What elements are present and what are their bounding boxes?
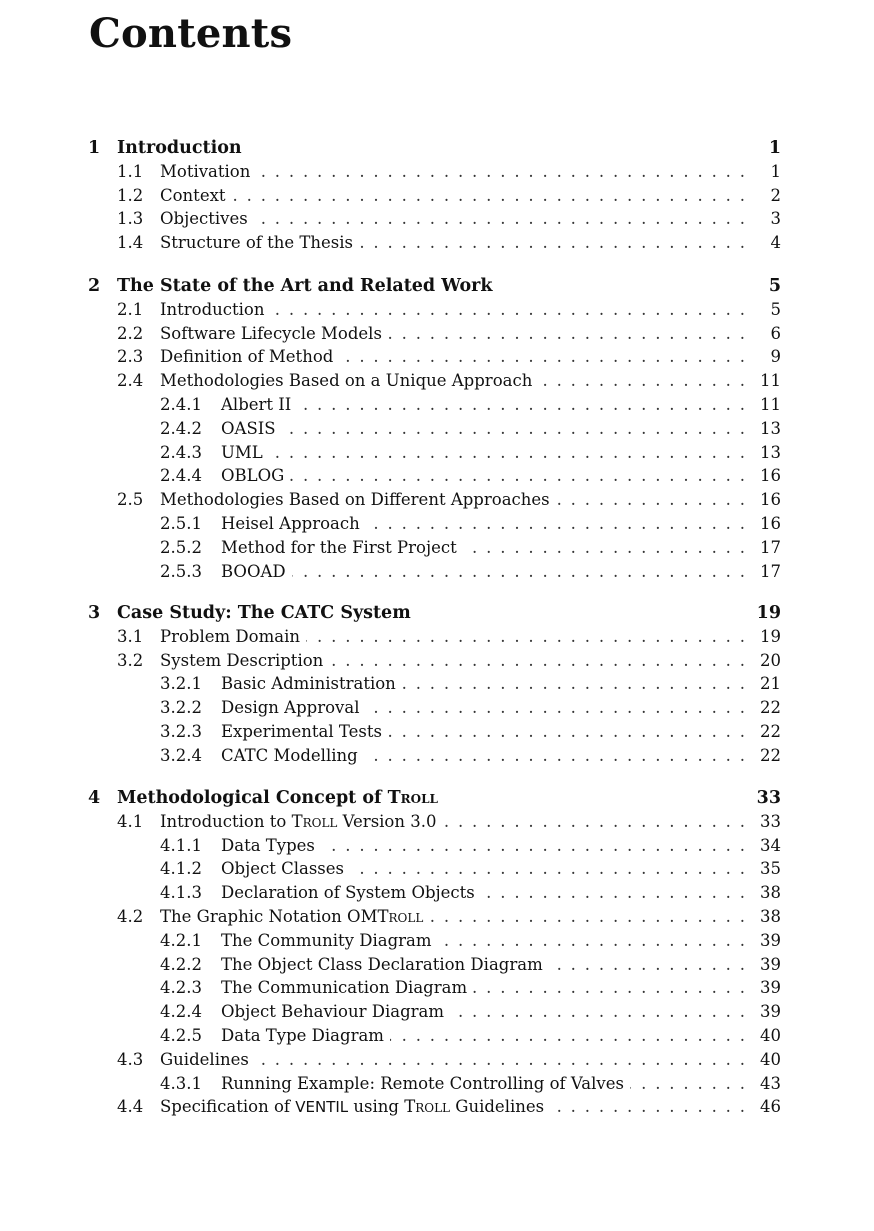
toc-entry-page: 11 [760,371,781,391]
toc-title-part: using [348,1097,405,1117]
toc-subsection-entry[interactable] [88,1000,781,1024]
toc-subsection-entry[interactable] [88,857,781,881]
toc-section-entry[interactable] [88,1095,781,1119]
toc-entry-title: The Communication Diagram [221,978,468,998]
toc-entry-page: 4 [770,233,781,253]
toc-entry-title: Methodologies Based on Different Approaches [160,490,550,510]
toc-entry-number: 4.1.2 [160,859,202,879]
toc-section-entry[interactable] [88,1048,781,1072]
toc-entry-number: 3.2.3 [160,722,202,741]
toc-entry-title: Context [160,185,226,205]
toc-subsection-entry[interactable] [88,464,781,488]
toc-entry-title: The State of the Art and Related Work [117,276,493,296]
toc-entry-page: 38 [760,907,781,926]
toc-subsection-entry[interactable] [88,720,781,744]
toc-title-part: VENTIL [295,1098,349,1117]
toc-entry-number: 1.3 [117,209,144,229]
toc-entry-page: 39 [760,1002,781,1022]
toc-dot-leader [350,857,745,881]
toc-entry-number: 4.1.3 [160,883,202,903]
toc-entry-page: 17 [760,561,781,581]
toc-chapter-entry[interactable] [88,136,781,160]
toc-dot-leader [256,160,745,184]
toc-entry-title: Definition of Method [160,347,334,367]
toc-entry-number: 4 [88,788,101,808]
toc-entry-title: Object Behaviour Diagram [221,1002,445,1022]
toc-entry-number: 2.4.4 [160,466,202,486]
toc-entry-number: 1.2 [117,185,144,205]
toc-title-part: Version 3.0 [337,811,437,831]
toc-title-part: Methodological Concept of [117,788,388,808]
toc-entry-title: Basic Administration [221,674,396,694]
toc-entry-number: 1.1 [117,161,144,181]
toc-entry-page: 40 [760,1026,781,1045]
toc-entry-page: 34 [760,835,781,855]
toc-title-part: Troll [387,788,438,808]
toc-dot-leader [359,231,745,255]
toc-section-entry[interactable] [88,298,781,322]
toc-section-entry[interactable] [88,649,781,673]
toc-entry-page: 40 [760,1049,781,1069]
toc-title-part: Troll [404,1097,451,1117]
toc-dot-leader [306,625,745,649]
toc-entry-number: 4.2.3 [160,978,202,998]
toc-entry-title: Data Type Diagram [221,1026,384,1045]
toc-entry-page: 38 [760,883,781,903]
toc-entry-title [160,1095,544,1119]
toc-dot-leader [402,672,745,696]
toc-entry-page: 5 [768,276,781,296]
toc-entry-number: 4.3 [117,1049,144,1069]
toc-entry-number: 4.2.4 [160,1002,202,1022]
toc-section-entry[interactable] [88,231,781,255]
toc-dot-leader [271,298,745,322]
toc-dot-leader [292,560,745,584]
toc-entry-page: 20 [760,650,781,670]
toc-dot-leader [442,810,745,834]
toc-subsection-entry[interactable] [88,560,781,584]
toc-dot-leader [438,929,745,953]
toc-dot-leader [429,905,745,929]
toc-entry-page: 21 [760,674,781,694]
toc-entry-title: Declaration of System Objects [221,883,475,903]
toc-entry-number: 1.4 [117,233,144,253]
toc-entry-page: 17 [760,537,781,557]
toc-entry-page: 1 [770,161,781,181]
toc-entry-page: 39 [760,978,781,998]
toc-dot-leader [556,488,745,512]
toc-entry-page: 19 [760,626,781,646]
toc-entry-page: 22 [760,698,781,718]
toc-entry-title: Object Classes [221,859,344,879]
toc-title-part: Specification of [160,1097,296,1117]
toc-entry-number: 4.3.1 [160,1073,202,1093]
toc-entry-title: The Object Class Declaration Diagram [221,954,543,974]
toc-entry-number: 3.2.1 [160,674,202,694]
toc-entry-number: 2.5 [117,490,144,510]
toc-entry-page: 22 [760,722,781,741]
toc-entry-title: Methodologies Based on a Unique Approach [160,371,533,391]
toc-dot-leader [481,881,745,905]
toc-entry-title: Experimental Tests [221,722,382,741]
toc-section-entry[interactable] [88,345,781,369]
toc-entry-number: 3 [88,603,101,623]
toc-entry-page: 33 [756,788,781,808]
toc-section-entry[interactable] [88,207,781,231]
toc-entry-number: 3.1 [117,626,144,646]
toc-subsection-entry[interactable] [88,881,781,905]
toc-entry-title: Objectives [160,209,248,229]
toc-subsection-entry[interactable] [88,512,781,536]
toc-entry-title: Structure of the Thesis [160,233,354,253]
toc-entry-number: 3.2 [117,650,144,670]
toc-entry-number: 4.2.5 [160,1026,202,1045]
toc-subsection-entry[interactable] [88,953,781,977]
toc-entry-page: 13 [760,418,781,438]
toc-entry-page: 16 [760,514,781,533]
toc-title-part: Guidelines [450,1097,545,1117]
toc-subsection-entry[interactable] [88,441,781,465]
toc-entry-page: 35 [760,859,781,879]
toc-title-part: Introduction to [160,811,292,831]
toc-entry-title: Software Lifecycle Models [160,323,382,343]
toc-entry-title: OBLOG [221,466,285,486]
toc-section-entry[interactable] [88,488,781,512]
toc-dot-leader [339,345,745,369]
toc-dot-leader [321,834,745,858]
toc-entry-number: 2.5.3 [160,561,202,581]
toc-dot-leader [365,696,745,720]
toc-title-part: The Graphic Notation OMT [160,907,389,926]
toc-section-entry[interactable] [88,369,781,393]
toc-entry-title: Guidelines [160,1049,249,1069]
toc-entry-page: 9 [770,347,781,367]
toc-entry-title: System Description [160,650,324,670]
toc-entry-title [160,905,423,929]
toc-title-part: Troll [291,811,338,831]
toc-dot-leader [297,393,745,417]
toc-entry-number: 3.2.2 [160,698,202,718]
toc-subsection-entry[interactable] [88,744,781,768]
toc-dot-leader [463,536,745,560]
toc-dot-leader [364,744,745,768]
toc-entry-title: Data Types [221,835,315,855]
toc-entry-number: 4.4 [117,1097,144,1117]
toc-dot-leader [269,441,745,465]
toc-section-entry[interactable] [88,160,781,184]
toc-entry-title [160,810,436,834]
toc-dot-leader [473,976,745,1000]
toc-section-entry[interactable] [88,905,781,929]
toc-entry-page: 33 [760,811,781,831]
toc-entry-title: Running Example: Remote Controlling of Valves [221,1073,624,1093]
toc-entry-page: 2 [770,185,781,205]
toc-entry-number: 2.2 [117,323,144,343]
toc-entry-title: Introduction [160,299,265,319]
toc-entry-number: 4.2.2 [160,954,202,974]
toc-entry-page: 6 [770,323,781,343]
toc-entry-number: 4.1.1 [160,835,202,855]
toc-dot-leader [255,1048,745,1072]
toc-entry-title: Introduction [117,138,242,158]
toc-entry-title: BOOAD [221,561,286,581]
toc-dot-leader [550,1095,745,1119]
toc-dot-leader [282,417,745,441]
toc-entry-number: 2.4.3 [160,442,202,462]
toc-entry-title: Motivation [160,161,251,181]
toc-dot-leader [549,953,745,977]
toc-entry-title: UML [221,442,263,462]
toc-entry-title: Heisel Approach [221,514,360,533]
toc-subsection-entry[interactable] [88,393,781,417]
toc-entry-page: 13 [760,442,781,462]
toc-dot-leader [232,184,745,208]
toc-section-entry[interactable] [88,184,781,208]
toc-section-entry[interactable] [88,810,781,834]
toc-dot-leader [254,207,745,231]
toc-dot-leader [538,369,745,393]
toc-entry-title [117,786,438,810]
toc-chapter-entry[interactable] [88,786,781,810]
toc-entry-number: 4.2 [117,907,144,926]
toc-dot-leader [366,512,745,536]
toc-entry-number: 2.4.1 [160,395,202,414]
toc-entry-title: OASIS [221,418,276,438]
toc-entry-title: Case Study: The CATC System [117,603,411,623]
toc-subsection-entry[interactable] [88,536,781,560]
toc-entry-title: Albert II [221,395,292,414]
toc-subsection-entry[interactable] [88,834,781,858]
toc-entry-page: 19 [756,603,781,623]
toc-title-part: roll [388,907,424,926]
toc-subsection-entry[interactable] [88,672,781,696]
toc-entry-page: 39 [760,954,781,974]
toc-entry-page: 22 [760,745,781,765]
toc-entry-page: 16 [760,466,781,486]
toc-entry-title: CATC Modelling [221,745,358,765]
toc-entry-number: 2.5.1 [160,514,202,533]
toc-dot-leader [390,1024,745,1048]
toc-entry-title: Problem Domain [160,626,300,646]
toc-chapter-entry[interactable] [88,601,781,625]
toc-entry-title: Design Approval [221,698,360,718]
toc-entry-number: 2.4 [117,371,144,391]
toc-entry-number: 1 [88,138,101,158]
toc-section-entry[interactable] [88,625,781,649]
toc-section-entry[interactable] [88,322,781,346]
toc-subsection-entry[interactable] [88,417,781,441]
toc-entry-number: 4.2.1 [160,930,202,950]
toc-entry-number: 3.2.4 [160,745,202,765]
toc-dot-leader [388,720,745,744]
toc-entry-number: 2 [88,276,101,296]
page-title: Contents [89,10,293,57]
toc-dot-leader [329,649,745,673]
toc-dot-leader [388,322,745,346]
toc-subsection-entry[interactable] [88,1072,781,1096]
toc-subsection-entry[interactable] [88,1024,781,1048]
toc-subsection-entry[interactable] [88,696,781,720]
toc-entry-page: 1 [768,138,781,158]
toc-entry-page: 5 [770,299,781,319]
toc-entry-page: 39 [760,930,781,950]
toc-subsection-entry[interactable] [88,929,781,953]
toc-entry-number: 2.1 [117,299,144,319]
toc-entry-page: 11 [760,395,781,414]
toc-entry-title: The Community Diagram [221,930,432,950]
toc-entry-page: 46 [760,1097,781,1117]
toc-dot-leader [290,464,745,488]
toc-entry-page: 16 [760,490,781,510]
toc-entry-page: 3 [770,209,781,229]
toc-dot-leader [450,1000,745,1024]
toc-entry-number: 2.4.2 [160,418,202,438]
toc-entry-number: 2.5.2 [160,537,202,557]
toc-entry-page: 43 [760,1073,781,1093]
toc-dot-leader [630,1072,745,1096]
toc-entry-title: Method for the First Project [221,537,457,557]
toc-entry-number: 2.3 [117,347,144,367]
toc-entry-number: 4.1 [117,811,144,831]
toc-chapter-entry[interactable] [88,274,781,298]
toc-subsection-entry[interactable] [88,976,781,1000]
